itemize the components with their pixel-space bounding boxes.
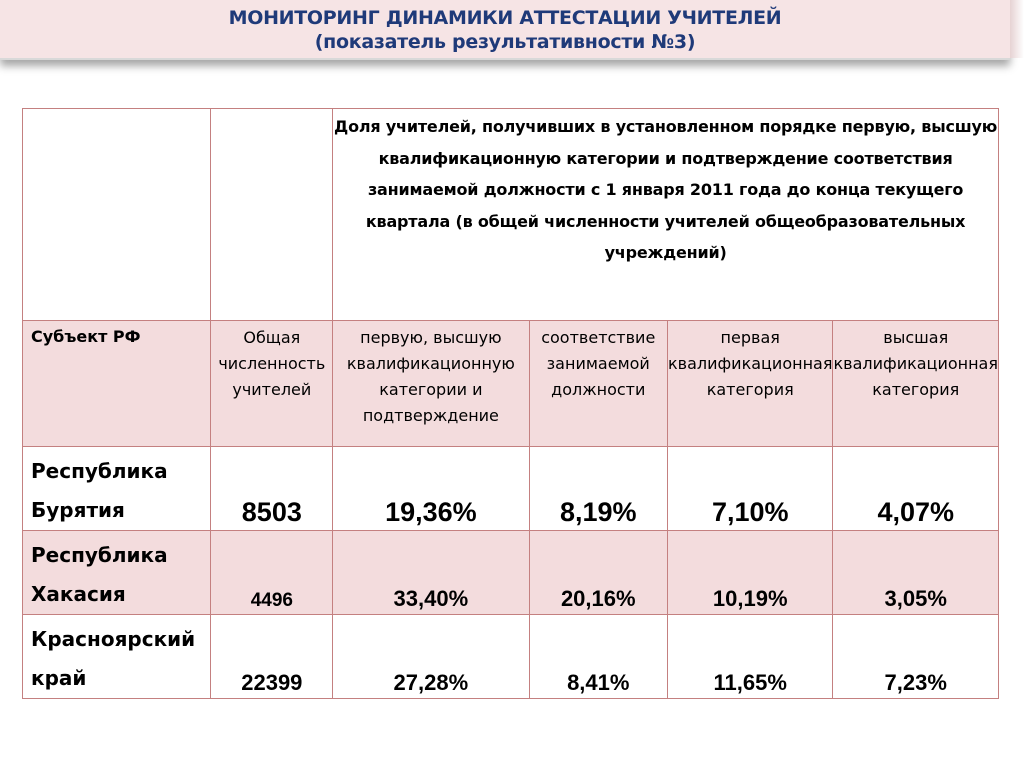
region-cell: Красноярский край bbox=[23, 615, 211, 699]
highest-cell: 4,07% bbox=[833, 447, 999, 531]
highest-cell: 7,23% bbox=[833, 615, 999, 699]
first-cell: 10,19% bbox=[667, 531, 833, 615]
position-cell: 8,41% bbox=[529, 615, 667, 699]
highest-cell: 3,05% bbox=[833, 531, 999, 615]
first-cell: 11,65% bbox=[667, 615, 833, 699]
header-main-cell: Доля учителей, получивших в установленном порядке первую, высшую квалификационную категории и подтверждение соответствия занимаемой должности с 1 января 2011 года до конца текущего квартала (в общей численности учителей общеобразовательных учреждений) bbox=[333, 109, 999, 321]
table-subheader-row bbox=[23, 321, 999, 447]
table-row bbox=[23, 615, 999, 699]
subheader-first: первая квалификационная категория bbox=[667, 321, 833, 447]
total-cell: 22399 bbox=[211, 615, 333, 699]
header-empty-cell bbox=[211, 109, 333, 321]
position-cell: 20,16% bbox=[529, 531, 667, 615]
page-title: МОНИТОРИНГ ДИНАМИКИ АТТЕСТАЦИИ УЧИТЕЛЕЙ bbox=[228, 7, 782, 29]
header-empty-cell bbox=[23, 109, 211, 321]
position-cell: 8,19% bbox=[529, 447, 667, 531]
subheader-first-highest: первую, высшую квалификационную категории и подтверждение bbox=[333, 321, 529, 447]
page-subtitle: (показатель результативности №3) bbox=[314, 31, 696, 53]
region-cell: Республика Бурятия bbox=[23, 447, 211, 531]
table-row bbox=[23, 447, 999, 531]
first-highest-cell: 27,28% bbox=[333, 615, 529, 699]
region-cell: Республика Хакасия bbox=[23, 531, 211, 615]
first-highest-cell: 33,40% bbox=[333, 531, 529, 615]
total-cell: 8503 bbox=[211, 447, 333, 531]
first-highest-cell: 19,36% bbox=[333, 447, 529, 531]
table-header-row bbox=[23, 109, 999, 321]
subheader-highest: высшая квалификационная категория bbox=[833, 321, 999, 447]
table-row bbox=[23, 531, 999, 615]
first-cell: 7,10% bbox=[667, 447, 833, 531]
subheader-total: Общая численность учителей bbox=[211, 321, 333, 447]
subheader-position: соответствие занимаемой должности bbox=[529, 321, 667, 447]
title-banner bbox=[0, 0, 1010, 60]
attestation-table bbox=[22, 108, 999, 699]
total-cell: 4496 bbox=[211, 531, 333, 615]
subheader-subject: Субъект РФ bbox=[23, 321, 211, 447]
